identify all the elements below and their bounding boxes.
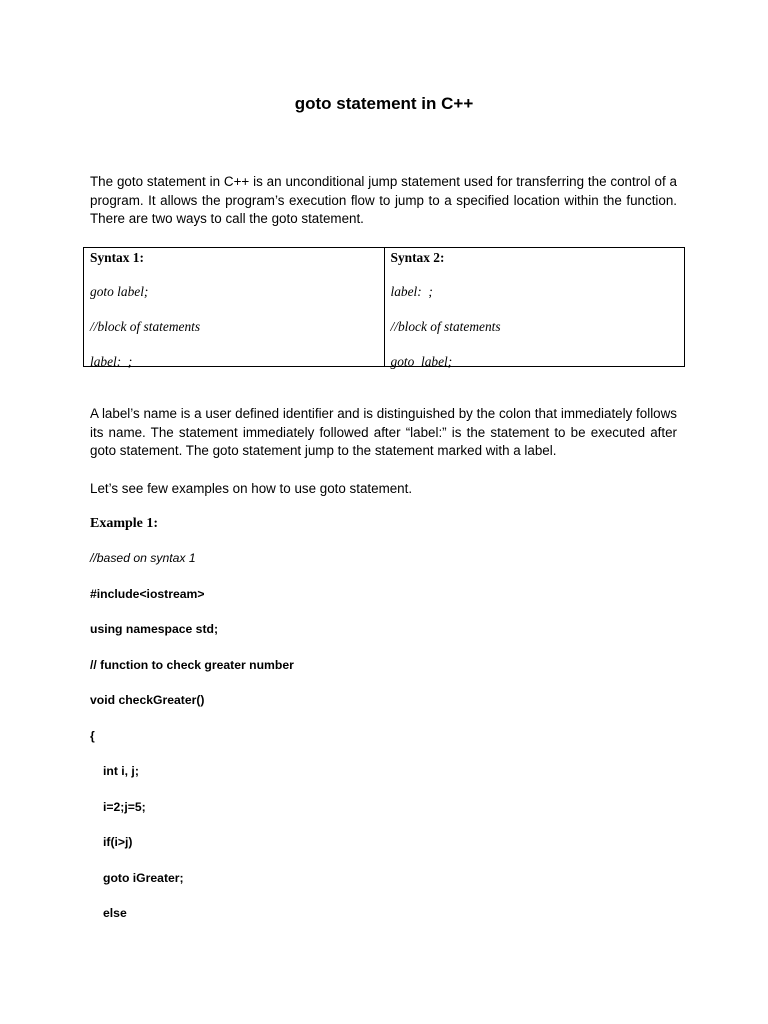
code-line: void checkGreater() xyxy=(90,693,205,707)
example-title: Example 1: xyxy=(90,516,159,531)
code-comment: //based on syntax 1 xyxy=(90,551,196,565)
code-line: #include<iostream> xyxy=(90,587,205,601)
page-title: goto statement in C++ xyxy=(294,94,474,113)
code-line: { xyxy=(90,729,95,743)
code-line: i=2;j=5; xyxy=(103,800,146,814)
syntax-2-cell xyxy=(384,248,685,369)
syntax-1-line: goto label; xyxy=(90,284,149,299)
syntax-2-heading: Syntax 2: xyxy=(390,250,445,265)
code-line: // function to check greater number xyxy=(90,658,294,672)
syntax-1-line: label: ; xyxy=(90,354,133,369)
syntax-2-line: //block of statements xyxy=(390,319,501,334)
code-line: using namespace std; xyxy=(90,622,219,636)
syntax-2-line: goto label; xyxy=(390,354,453,369)
syntax-1-cell xyxy=(84,248,384,369)
code-line: goto iGreater; xyxy=(103,871,184,885)
code-line: if(i>j) xyxy=(103,835,133,849)
code-line: else xyxy=(103,906,127,920)
examples-intro: Let’s see few examples on how to use goto statement. xyxy=(90,481,413,496)
syntax-1-line: //block of statements xyxy=(90,319,201,334)
intro-paragraph: The goto statement in C++ is an unconditional jump statement used for transferring the control of a program. It allows the program’s execution flow to jump to a specified location within the function. There are two ways to call the goto statement. xyxy=(90,174,677,226)
syntax-2-line: label: ; xyxy=(390,284,433,299)
label-paragraph: A label’s name is a user defined identifier and is distinguished by the colon that immediately follows its name. The statement immediately followed after “label:” is the statement to be executed after goto statement. The goto statement jump to the statement marked with a label. xyxy=(90,406,677,458)
syntax-1-heading: Syntax 1: xyxy=(90,250,144,265)
syntax-table xyxy=(83,247,685,367)
code-line: int i, j; xyxy=(103,764,139,778)
